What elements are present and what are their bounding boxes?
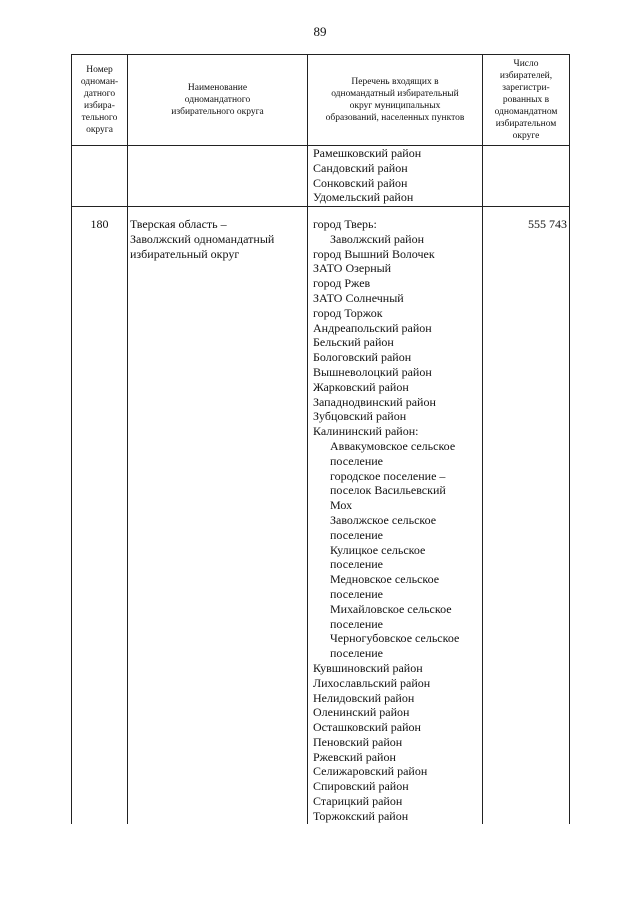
list-item: Вышневолоцкий район: [313, 364, 432, 379]
header-voters-count-text: Число избирателей, зарегистри- рованных в одномандатном избирательном округе: [494, 59, 558, 141]
list-item: Бельский район: [313, 335, 394, 350]
list-item: поселение: [330, 646, 384, 661]
header-district-number-text: Номер одноман- датного избира- тельного округа: [80, 65, 119, 135]
list-item: город Тверь:: [313, 217, 377, 231]
table-right-border: [569, 54, 570, 824]
list-item: Пеновский район: [313, 734, 403, 749]
list-item: Андреапольский район: [313, 320, 432, 335]
header-district-number: [72, 55, 127, 145]
list-item: Сандовский район: [313, 160, 408, 175]
list-item: Спировский район: [313, 779, 409, 794]
list-item: Кувшиновский район: [313, 660, 423, 675]
column-divider-1: [127, 54, 128, 824]
continuation-list: [313, 146, 421, 205]
list-item: Жарковский район: [313, 379, 409, 394]
list-item: Черногубовское сельское: [330, 631, 460, 646]
list-item: Сонковский район: [313, 175, 408, 190]
list-item: городское поселение –: [330, 468, 446, 483]
list-item: поселение: [330, 527, 384, 542]
column-divider-3: [482, 54, 483, 824]
district-name-line: Тверская область –: [130, 217, 227, 231]
list-item: город Торжок: [313, 305, 383, 320]
list-item: Ржевский район: [313, 749, 396, 764]
row-divider: [71, 206, 570, 207]
list-item: ЗАТО Озерный: [313, 261, 392, 276]
list-item: Нелидовский район: [313, 690, 415, 705]
district-name-line: избирательный округ: [130, 246, 240, 261]
list-item: Рамешковский район: [313, 146, 422, 160]
list-item: Заволжский район: [330, 231, 424, 246]
list-item: Старицкий район: [313, 794, 403, 809]
header-district-name: [128, 55, 307, 145]
district-name: [130, 217, 306, 261]
list-item: Заволжское сельское: [330, 512, 437, 527]
list-item: Кулицкое сельское: [330, 542, 426, 557]
district-voters: 555 743: [528, 217, 567, 231]
district-name-line: Заволжский одномандатный: [130, 231, 275, 246]
list-item: город Ржев: [313, 276, 371, 291]
list-item: Зубцовский район: [313, 409, 407, 424]
header-voters-count: [483, 55, 569, 145]
header-district-name-text: Наименование одномандатного избирательного округа: [171, 83, 264, 117]
list-item: Лихославльский район: [313, 675, 431, 690]
list-item: Западнодвинский район: [313, 394, 436, 409]
list-item: ЗАТО Солнечный: [313, 290, 404, 305]
list-item: поселок Васильевский: [330, 483, 446, 498]
list-item: город Вышний Волочек: [313, 246, 435, 261]
list-item: Удомельский район: [313, 190, 414, 205]
list-item: поселение: [330, 616, 384, 631]
column-divider-2: [307, 54, 308, 824]
list-item: Михайловское сельское: [330, 601, 452, 616]
list-item: Мох: [330, 498, 353, 513]
list-item: Торжокский район: [313, 808, 409, 823]
list-item: Медновское сельское: [330, 572, 440, 587]
list-item: поселение: [330, 586, 384, 601]
list-item: Калининский район:: [313, 424, 419, 439]
districts-table: [71, 54, 570, 824]
page-number: 89: [313, 24, 327, 39]
list-item: Бологовский район: [313, 350, 412, 365]
list-item: поселение: [330, 453, 384, 468]
list-item: Селижаровский район: [313, 764, 428, 779]
table-left-border: [71, 54, 72, 824]
district-municipalities-list: [313, 217, 459, 824]
list-item: поселение: [330, 557, 384, 572]
header-municipalities-list: [308, 55, 482, 145]
list-item: Оленинский район: [313, 705, 410, 720]
list-item: Аввакумовское сельское: [330, 438, 456, 453]
header-municipalities-list-text: Перечень входящих в одномандатный избирательный округ муниципальных образований, населенных пунктов: [325, 77, 465, 123]
list-item: Осташковский район: [313, 720, 421, 735]
district-number: 180: [90, 217, 109, 231]
